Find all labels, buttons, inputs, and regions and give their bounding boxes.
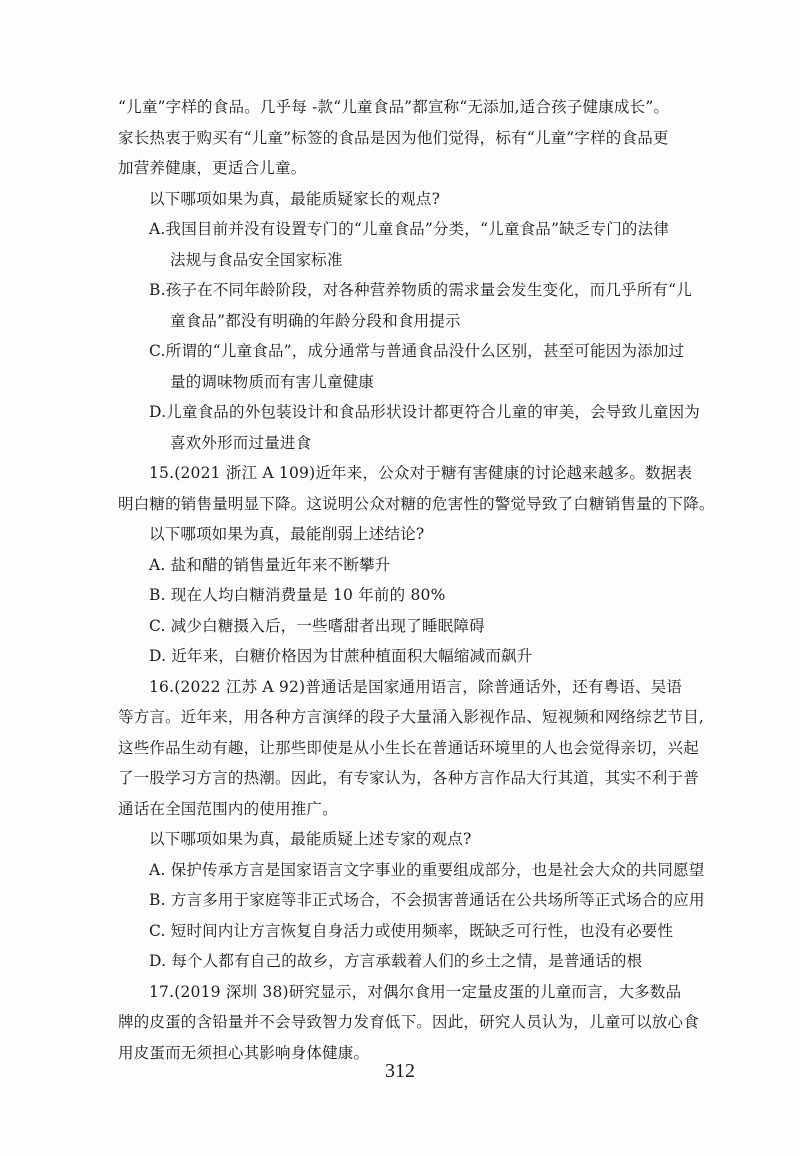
question-stem-line: 用皮蛋而无须担心其影响身体健康。	[118, 1043, 370, 1062]
question-stem-line: 了一股学习方言的热潮。因此，有专家认为，各种方言作品大行其道，其实不利于普	[118, 769, 699, 787]
option-c: C.所谓的“儿童食品”，成分通常与普通食品没什么区别，甚至可能因为添加过	[149, 342, 685, 360]
question-stem-line: 17.(2019 深圳 38)研究显示，对偶尔食用一定量皮蛋的儿童而言，大多数品	[149, 982, 682, 1001]
question-prompt: 以下哪项如果为真，最能削弱上述结论?	[149, 525, 425, 543]
question-prompt: 以下哪项如果为真，最能质疑上述专家的观点?	[149, 830, 472, 848]
paragraph-line: 家长热衷于购买有“儿童”标签的食品是因为他们觉得，标有“儿童”字样的食品更	[118, 128, 669, 147]
question-prompt: 以下哪项如果为真，最能质疑家长的观点?	[149, 189, 441, 208]
question-stem-line: 16.(2022 江苏 A 92)普通话是国家通用语言，除普通话外，还有粤语、吴语	[149, 677, 683, 696]
option-b: B. 方言多用于家庭等非正式场合，不会损害普通话在公共场所等正式场合的应用	[149, 891, 705, 909]
option-b: B.孩子在不同年龄阶段，对各种营养物质的需求量会发生变化，而几乎所有“儿	[149, 281, 692, 299]
option-c: C. 减少白糖摄入后，一些嗜甜者出现了睡眠障碍	[149, 616, 485, 635]
question-stem-line: 15.(2021 浙江 A 109)近年来，公众对于糖有害健康的讨论越来越多。数据表	[149, 464, 693, 482]
option-a: A.我国目前并没有设置专门的“儿童食品”分类，“儿童食品”缺乏专门的法律	[149, 220, 670, 238]
option-d: D. 每个人都有自己的故乡，方言承载着人们的乡土之情，是普通话的根	[149, 952, 643, 970]
option-d: D. 近年来，白糖价格因为甘蔗种植面积大幅缩减而飙升	[149, 647, 533, 665]
question-stem-line: 通话在全国范围内的使用推广。	[118, 799, 338, 818]
question-stem-line: 等方言。近年来，用各种方言演绎的段子大量涌入影视作品、短视频和网络综艺节目,	[118, 708, 705, 726]
option-c-continuation: 量的调味物质而有害儿童健康	[170, 372, 375, 391]
question-16	[118, 672, 718, 977]
question-stem-line: 明白糖的销售量明显下降。这说明公众对糖的危害性的警觉导致了白糖销售量的下降。	[118, 494, 715, 513]
question-17	[118, 977, 718, 1069]
question-stem-line: 牌的皮蛋的含铅量并不会导致智力发育低下。因此，研究人员认为，儿童可以放心食	[118, 1013, 699, 1031]
question-14-continuation	[118, 92, 718, 458]
option-d-continuation: 喜欢外形而过量进食	[170, 433, 312, 452]
page-content	[118, 92, 718, 1068]
option-c: C. 短时间内让方言恢复自身活力或使用频率，既缺乏可行性，也没有必要性	[149, 921, 674, 940]
option-b: B. 现在人均白糖消费量是 10 年前的 80%	[149, 586, 446, 604]
question-15	[118, 458, 718, 672]
question-stem-line: 这些作品生动有趣，让那些即使是从小生长在普通话环境里的人也会觉得亲切，兴起	[118, 738, 699, 757]
option-a: A. 盐和醋的销售量近年来不断攀升	[149, 555, 391, 574]
option-a: A. 保护传承方言是国家语言文字事业的重要组成部分，也是社会大众的共同愿望	[149, 860, 705, 879]
paragraph-line: 加营养健康，更适合儿童。	[118, 159, 307, 177]
option-b-continuation: 童食品”都没有明确的年龄分段和食用提示	[170, 311, 461, 330]
option-a-continuation: 法规与食品安全国家标准	[170, 250, 343, 269]
page-number: 312	[385, 1060, 415, 1082]
paragraph-line: “儿童”字样的食品。几乎每 -款“儿童食品”都宣称“无添加,适合孩子健康成长”。	[118, 98, 670, 116]
option-d: D.儿童食品的外包装设计和食品形状设计都更符合儿童的审美，会导致儿童因为	[149, 403, 701, 421]
